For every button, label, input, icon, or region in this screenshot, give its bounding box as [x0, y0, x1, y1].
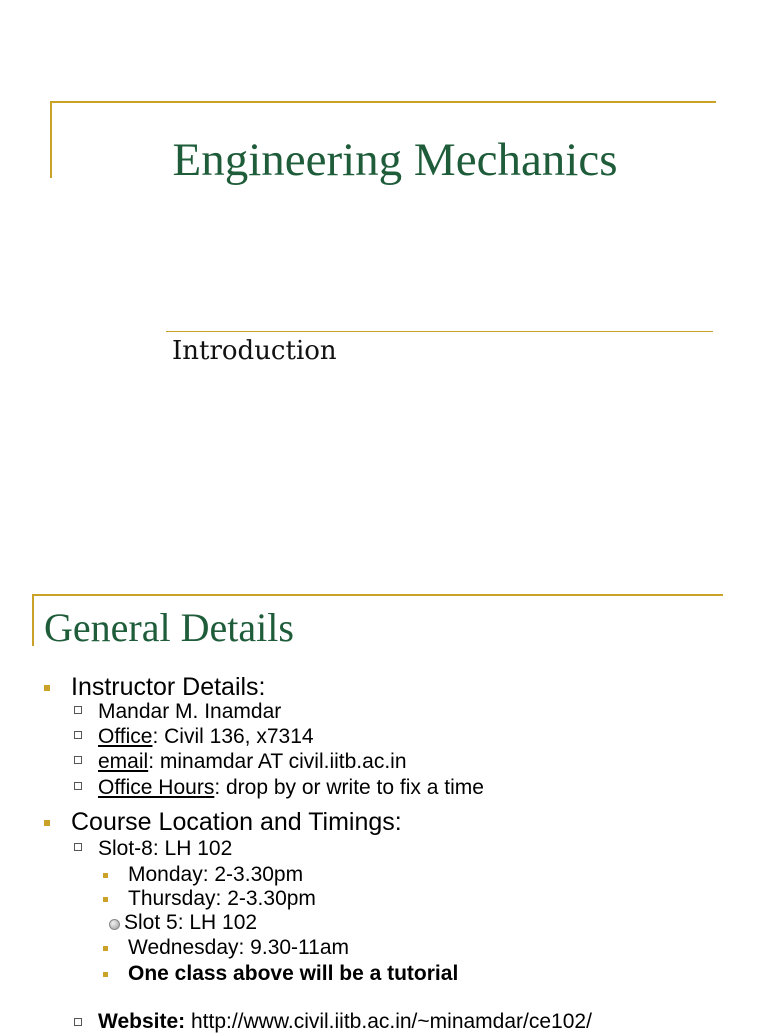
instructor-office-hours [98, 776, 484, 800]
email-key: email [98, 750, 149, 773]
slot8-label: Slot-8: LH 102 [98, 837, 233, 860]
bullet-open-square-icon [74, 843, 82, 851]
website-line [98, 1010, 592, 1034]
subtitle-rule [166, 331, 713, 332]
slot8-thursday: Thursday: 2-3.30pm [128, 887, 316, 910]
website-link[interactable]: http://www.civil.iitb.ac.in/~minamdar/ce102/ [190, 1010, 592, 1033]
instructor-name: Mandar M. Inamdar [98, 700, 282, 723]
slide-title: Engineering Mechanics [172, 134, 618, 186]
bullet-open-square-icon [74, 782, 82, 790]
details-left-rule [32, 594, 34, 646]
bullet-open-square-icon [74, 706, 82, 714]
bullet-square-icon [44, 820, 50, 826]
office-hours-key: Office Hours [98, 776, 215, 799]
bullet-square-icon [103, 897, 108, 902]
slide-subtitle: Introduction [172, 336, 337, 366]
title-top-rule [50, 101, 716, 103]
instructor-label: Instructor Details: [71, 673, 266, 701]
email-value: : minamdar AT civil.iitb.ac.in [148, 750, 407, 773]
details-heading: General Details [44, 605, 294, 650]
office-value: : Civil 136, x7314 [152, 725, 314, 748]
bullet-open-square-icon [74, 1018, 82, 1026]
bullet-open-square-icon [74, 731, 82, 739]
instructor-office [98, 725, 314, 749]
bullet-square-icon [103, 972, 108, 977]
office-hours-value: : drop by or write to fix a time [214, 776, 484, 799]
details-top-rule [32, 594, 723, 596]
slot8-monday: Monday: 2-3.30pm [128, 863, 304, 886]
bullet-circle-icon [109, 919, 120, 930]
office-key: Office [98, 725, 153, 748]
website-label: Website: [98, 1010, 186, 1033]
instructor-email [98, 750, 407, 774]
slot5-label: Slot 5: LH 102 [124, 911, 258, 934]
bullet-square-icon [44, 685, 50, 691]
bullet-open-square-icon [74, 756, 82, 764]
course-label: Course Location and Timings: [71, 808, 402, 836]
bullet-square-icon [103, 946, 108, 951]
bullet-square-icon [103, 873, 108, 878]
tutorial-note: One class above will be a tutorial [128, 962, 459, 985]
slot5-wednesday: Wednesday: 9.30-11am [128, 936, 350, 959]
